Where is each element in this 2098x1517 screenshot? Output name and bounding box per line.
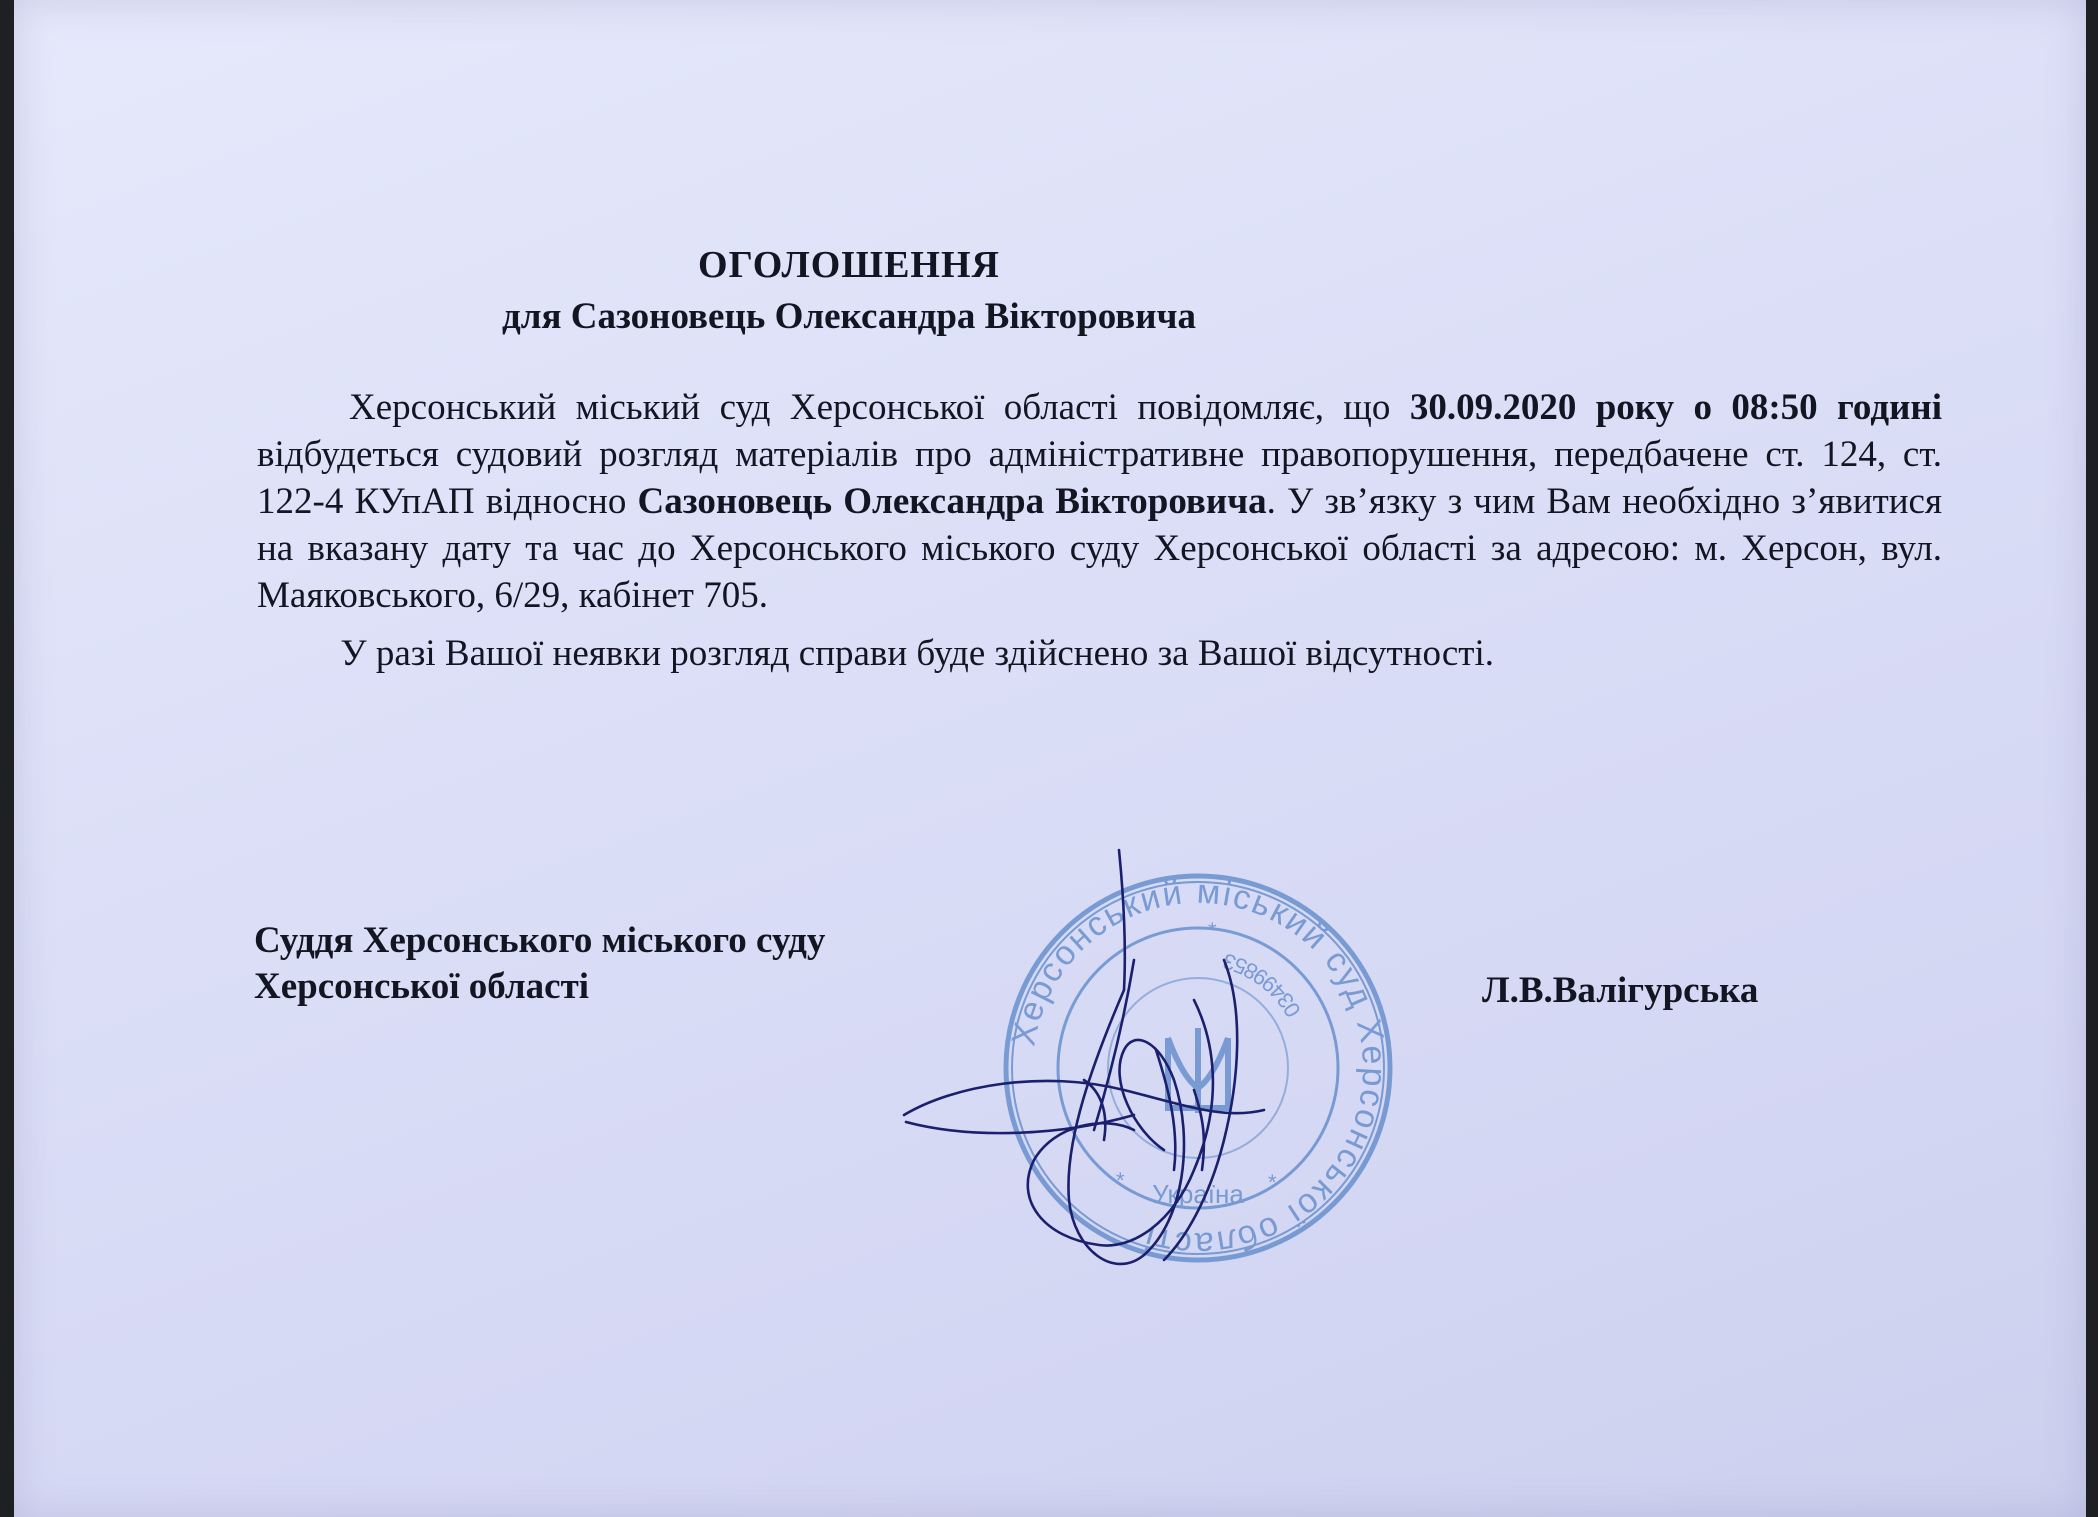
document-page <box>14 0 2086 1517</box>
seal-text: Херсонський міський суд Херсонської області <box>1004 872 1394 1264</box>
judge-name: Л.В.Валігурська <box>1482 970 1759 1011</box>
notice-body <box>257 384 1942 619</box>
seal-code: 03499853 <box>1220 948 1306 1022</box>
svg-text:*: * <box>1268 1170 1277 1195</box>
body-text-1: Херсонський міський суд Херсонської області повідомляє, що <box>349 387 1410 428</box>
hearing-datetime: 30.09.2020 року о 08:50 годині <box>1409 387 1942 428</box>
judge-title <box>254 918 825 1010</box>
svg-text:*: * <box>1208 918 1217 943</box>
absence-note: У разі Вашої неявки розгляд справи буде здійснено за Вашої відсутності. <box>340 633 1494 674</box>
judge-title-line1: Суддя Херсонського міського суду <box>254 920 826 961</box>
svg-text:*: * <box>1116 1168 1125 1193</box>
body-text-3: . У зв’язку з чим Вам необхідно з’явитися на вказану дату та час до Херсонського міського суду Херсонської області за адресою: м. Херсон, вул. Маяковського, 6/29, кабінет 705. <box>257 481 1942 616</box>
body-text-2: відбудеться судовий розгляд матеріалів про адміністративне правопорушення, передбачене ст. 124, ст. 122-4 КУпАП відносно <box>257 434 1942 522</box>
seal-country: Україна <box>1152 1179 1244 1209</box>
handwritten-signature <box>894 840 1314 1300</box>
defendant-name: Сазоновець Олександра Вікторовича <box>637 481 1267 522</box>
notice-subtitle: для Сазоновець Олександра Вікторовича <box>502 296 1196 337</box>
judge-title-line2: Херсонської області <box>254 966 590 1007</box>
notice-title: ОГОЛОШЕННЯ <box>698 244 1000 286</box>
